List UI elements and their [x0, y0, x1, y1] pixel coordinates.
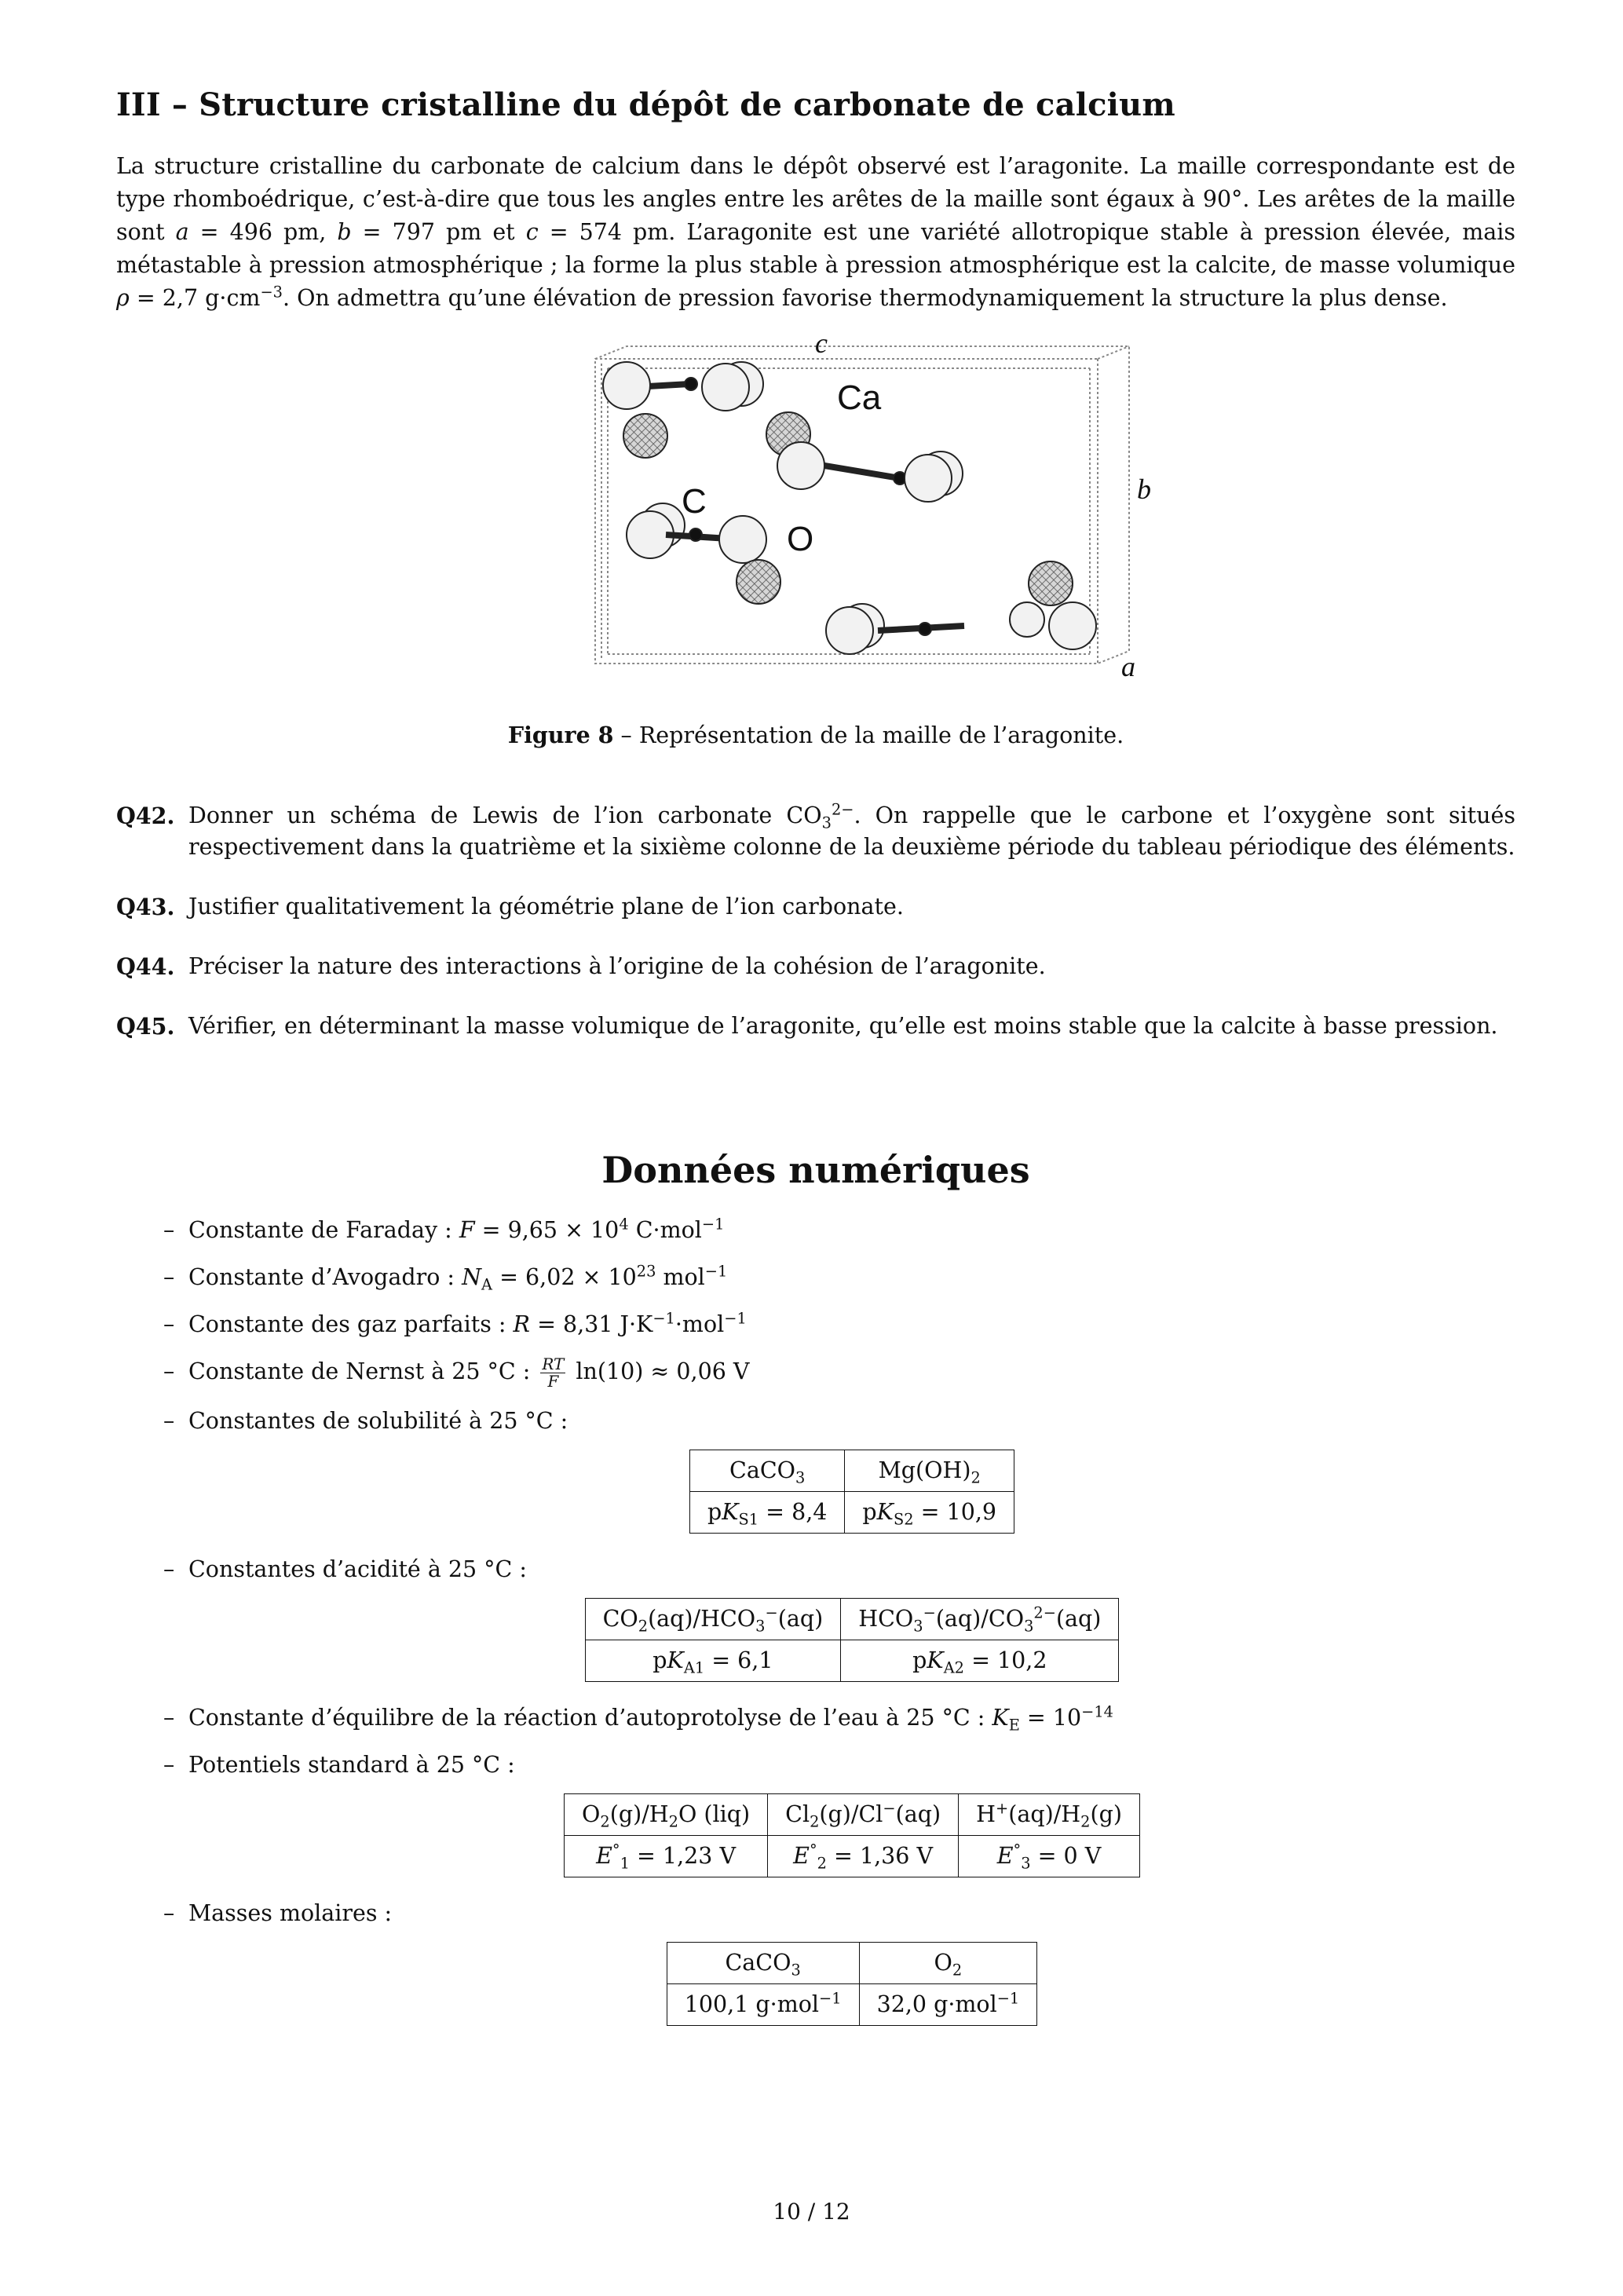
question-43: Q43. Justifier qualitativement la géométrie plane de l’ion carbonate.	[116, 894, 904, 920]
table-cell: $E^\circ_3 = 0$ V	[959, 1835, 1140, 1877]
potentials-table	[564, 1793, 1140, 1877]
table-cell: $pK_{A2} = 10,2$	[841, 1640, 1119, 1681]
carbonate-group-2	[766, 412, 963, 502]
table-cell: 32,0 g·mol$^{-1}$	[859, 1983, 1037, 2025]
table-cell: $Cl_2(g)/Cl^-(aq)$	[768, 1793, 959, 1835]
water-autoprotolysis-constant: – Constante d’équilibre de la réaction d’autoprotolyse de l’eau à 25 °C : $K_E = 10^{-14}$	[163, 1702, 1515, 1734]
label-b: b	[1137, 473, 1151, 505]
label-ca: Ca	[837, 378, 882, 417]
section-title: III – Structure cristalline du dépôt de carbonate de calcium	[116, 86, 1175, 123]
gas-constant: – Constante des gaz parfaits : R = 8,31 $J\cdot K^{-1}\cdot mol^{-1}$	[163, 1309, 1515, 1340]
table-cell: $pK_{S1} = 8,4$	[689, 1491, 844, 1533]
table-cell: $E^\circ_1 = 1,23$ V	[565, 1835, 768, 1877]
standard-potentials: – Potentiels standard à 25 °C : $O_2(g)/H_2O$ (liq) $Cl_2(g)/Cl^-(aq)$ $H^+(aq)/H_2(g)$ $E^\circ_1 = 1,23$ V $E^\circ_2 = 1,36$ V $E^\circ_3 = 0$ V	[163, 1749, 1515, 1877]
table-cell: $HCO_3^-(aq)/CO_3^{2-}(aq)$	[841, 1598, 1119, 1640]
acidity-table	[585, 1598, 1120, 1682]
page-number: 10 / 12	[773, 2199, 850, 2225]
page-content	[116, 86, 1515, 2046]
carbonate-group-4	[826, 561, 1096, 654]
carbonate-group-1	[603, 362, 763, 458]
question-42: Q42. Donner un schéma de Lewis de l’ion carbonate $CO_3^{2-}$. On rappelle que le carbone et l’oxygène sont situés respectivement dans la quatrième et la sixième colonne de la deuxième période du tableau périodique des éléments.	[116, 800, 1515, 860]
intro-paragraph: La structure cristalline du carbonate de calcium dans le dépôt observé est l’aragonite. La maille correspondante est de type rhomboédrique, c’est-à-dire que tous les angles entre les arêtes de la maille sont égaux à 90°. Les arêtes de la maille sont a = 496 pm, b = 797 pm et c = 574 pm. L’aragonite est une variété allotropique stable à pression élevée, mais métastable à pression atmosphérique ; la forme la plus stable à pression atmosphérique est la calcite, de masse volumique ρ = 2,7 $g\cdot cm^{-3}$. On admettra qu’une élévation de pression favorise thermodynamiquement la structure la plus dense.	[116, 153, 1516, 311]
nernst-constant: – Constante de Nernst à 25 °C : $\frac{RT}{F}$ ln(10) ≈ 0,06 V	[163, 1356, 1515, 1390]
solubility-constants: – Constantes de solubilité à 25 °C : CaCO$_3$ $Mg(OH)_2$ $pK_{S1} = 8,4$ $pK_{S2} = 10,9$	[163, 1406, 1515, 1534]
table-cell: $H^+(aq)/H_2(g)$	[959, 1793, 1140, 1835]
molar-masses: – Masses molaires : CaCO$_3$ $O_2$ 100,1 g·mol$^{-1}$ 32,0 g·mol$^{-1}$	[163, 1898, 1515, 2026]
table-cell: $O_2$	[859, 1942, 1037, 1983]
question-45: Q45. Vérifier, en déterminant la masse volumique de l’aragonite, qu’elle est moins stable que la calcite à basse pression.	[116, 1013, 1498, 1040]
label-c: c	[815, 338, 828, 359]
questions-list	[116, 800, 1515, 1042]
faraday-constant: – Constante de Faraday : $F = 9,65 \times 10^4$ C·mol$^{-1}$	[163, 1215, 1515, 1246]
table-cell: $CO_2(aq)/HCO_3^-(aq)$	[585, 1598, 841, 1640]
molar-mass-table	[667, 1942, 1037, 2026]
aragonite-unit-cell-diagram	[587, 338, 1153, 712]
acidity-constants: – Constantes d’acidité à 25 °C : $CO_2(aq)/HCO_3^-(aq)$ $HCO_3^-(aq)/CO_3^{2-}(aq)$ $pK_{A1} = 6,1$ $pK_{A2} = 10,2$	[163, 1554, 1515, 1682]
question-44: Q44. Préciser la nature des interactions à l’origine de la cohésion de l’aragonite.	[116, 953, 1046, 980]
data-section-title: Données numériques	[601, 1149, 1030, 1191]
avogadro-constant: – Constante d’Avogadro : $N_A = 6,02 \times 10^{23}$ mol$^{-1}$	[163, 1262, 1515, 1293]
solubility-table	[689, 1450, 1014, 1534]
table-cell: 100,1 g·mol$^{-1}$	[667, 1983, 859, 2025]
table-cell: $O_2(g)/H_2O$ (liq)	[565, 1793, 768, 1835]
table-cell: $pK_{A1} = 6,1$	[585, 1640, 841, 1681]
label-carbon: C	[682, 482, 707, 521]
label-a: a	[1121, 651, 1135, 682]
table-cell: CaCO$_3$	[667, 1942, 859, 1983]
table-cell: $pK_{S2} = 10,9$	[845, 1491, 1014, 1533]
constants-list	[116, 1215, 1515, 2026]
figure-caption: Figure 8 – Représentation de la maille de l’aragonite.	[507, 722, 1124, 748]
label-oxygen: O	[787, 520, 814, 558]
table-cell: CaCO$_3$	[689, 1450, 844, 1491]
figure-8	[116, 338, 1515, 712]
table-cell: $E^\circ_2 = 1,36$ V	[768, 1835, 959, 1877]
table-cell: $Mg(OH)_2$	[845, 1450, 1014, 1491]
